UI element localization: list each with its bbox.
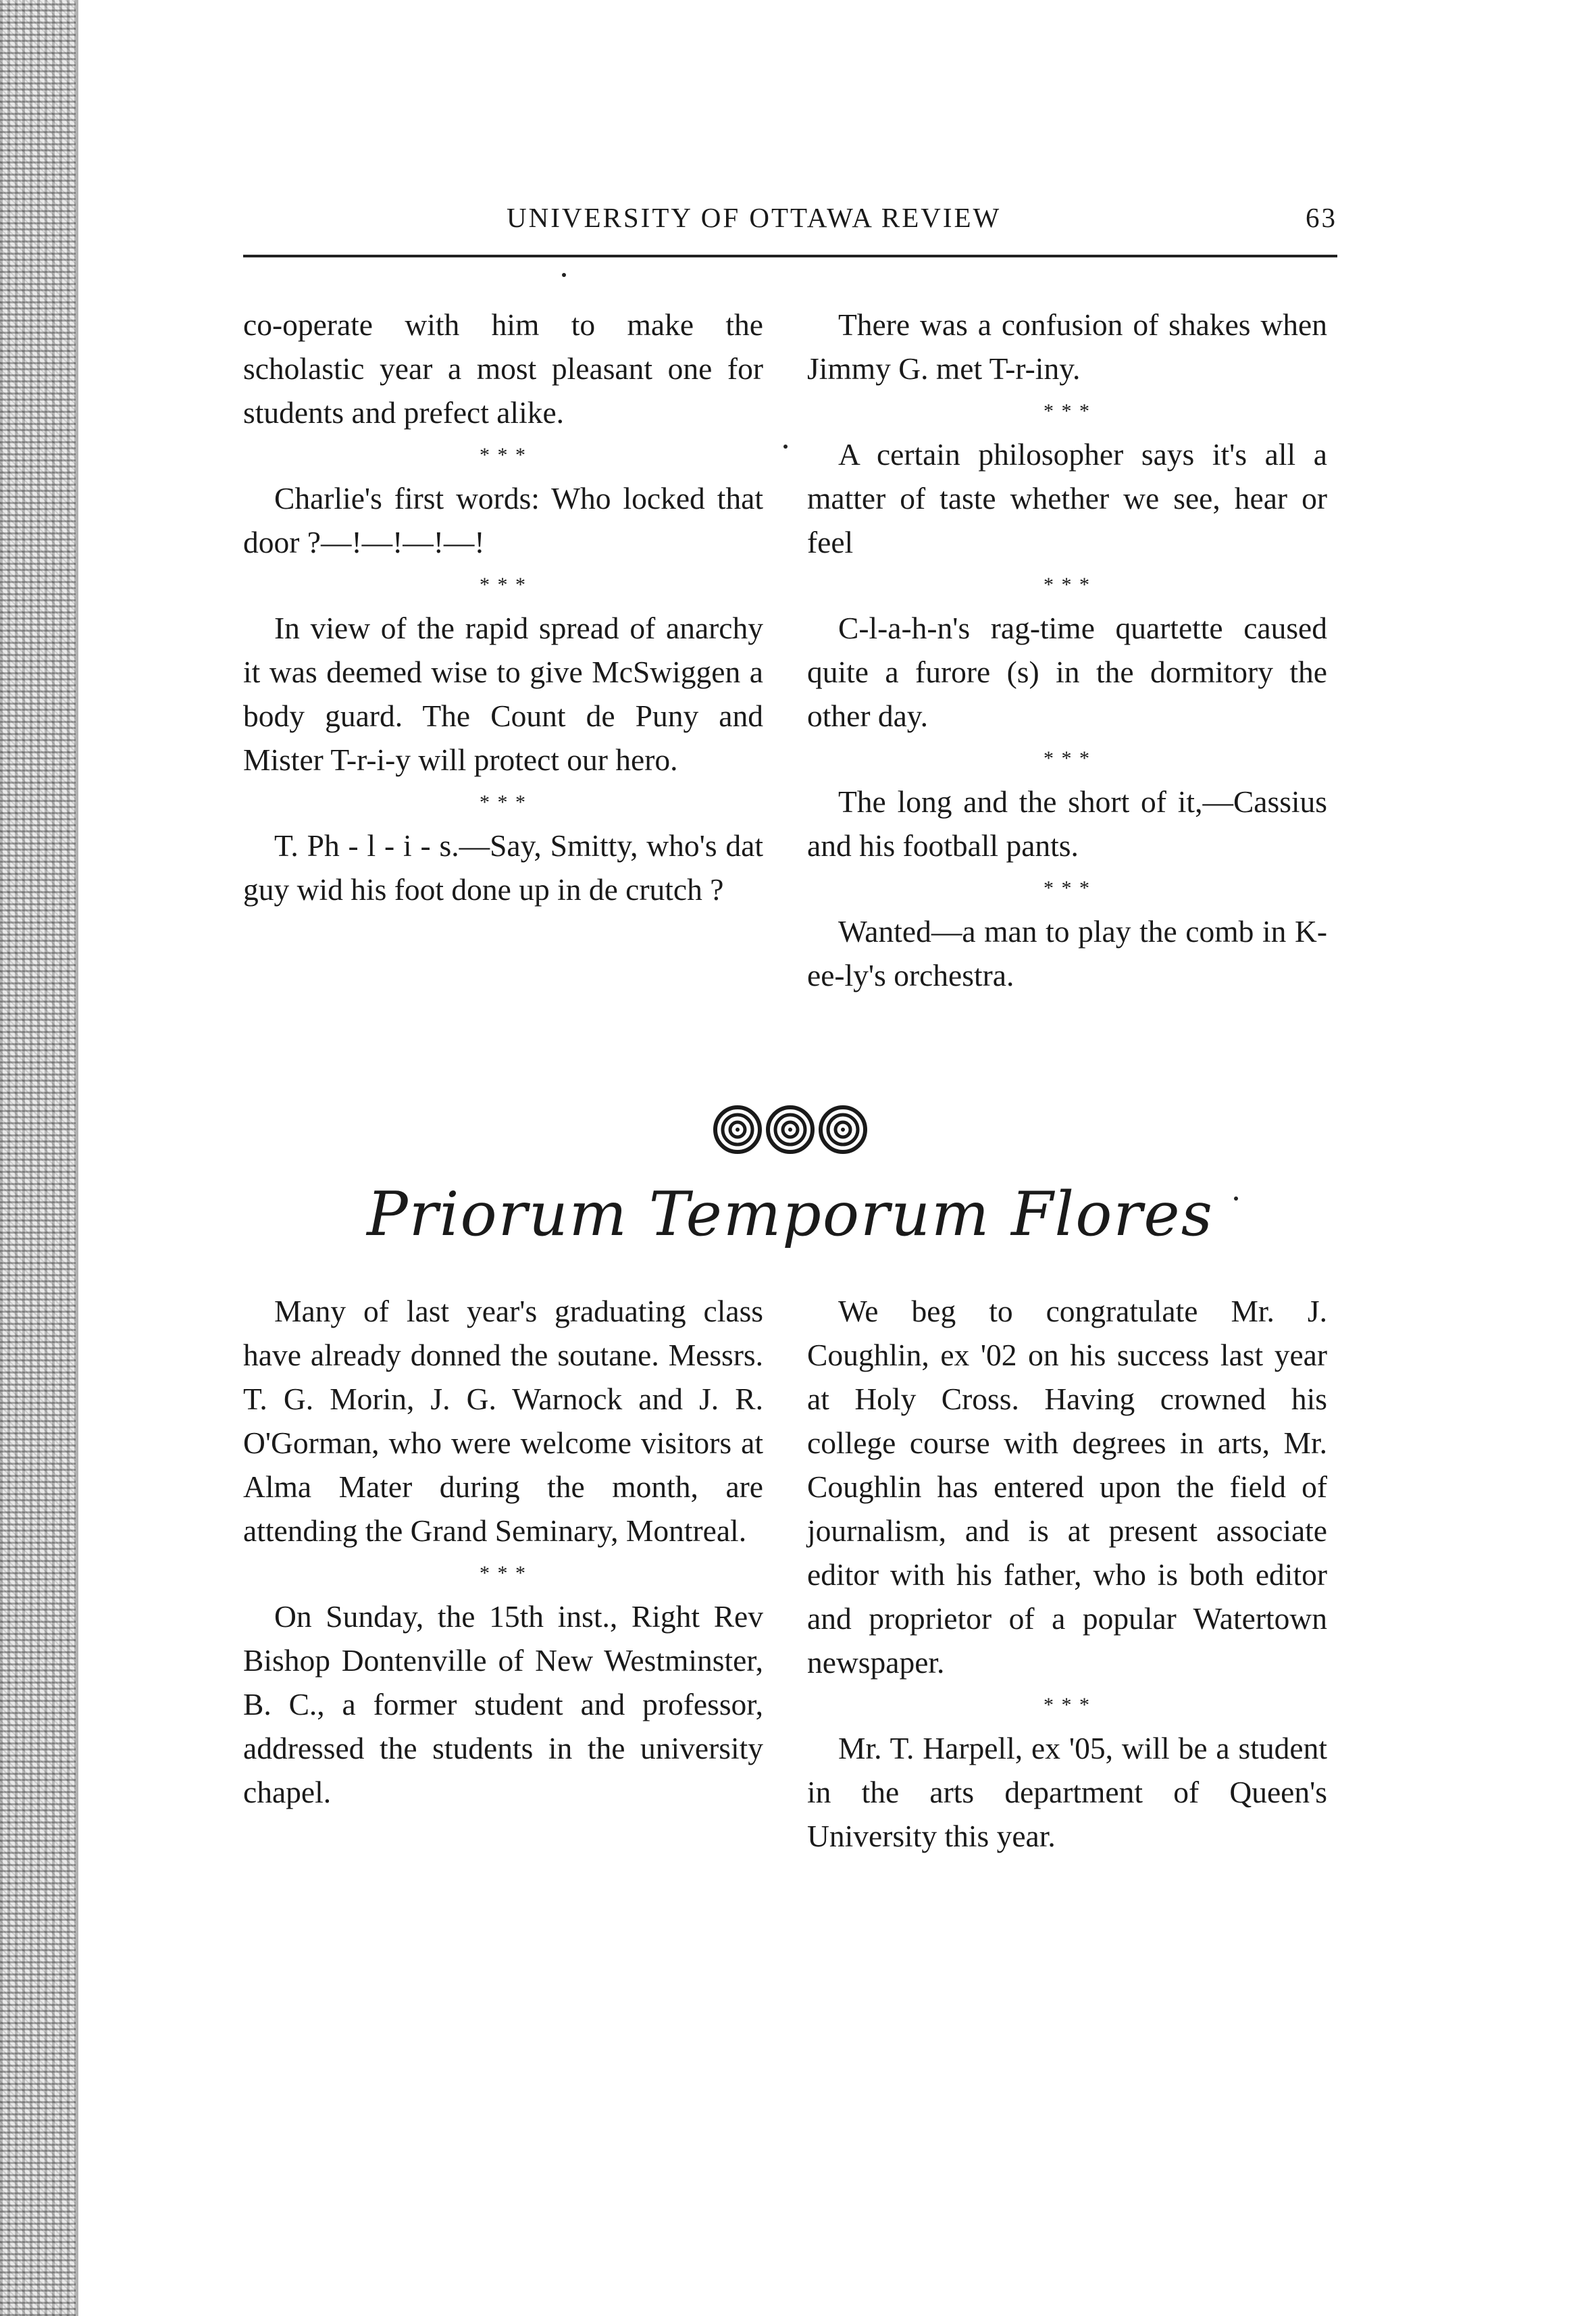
paragraph-cassius: The long and the short of it,—Cassius and his football pants. bbox=[807, 784, 1327, 863]
asterism: * * * bbox=[480, 574, 527, 596]
asterism: * * * bbox=[1044, 747, 1091, 770]
paragraph-charlie: Charlie's first words: Who locked that door ?—!—!—!—! bbox=[243, 481, 763, 559]
lower-right-column bbox=[807, 1289, 1327, 1858]
paragraph-graduates: Many of last year's graduating class have already donned the soutane. Messrs. T. G. Morin, J. G. Warnock and J. R. O'Gorman, who were welcome visitors at Alma Mater during the month, are attending the Grand Seminary, Montreal. bbox=[243, 1294, 763, 1548]
paragraph-quartette: C-l-a-h-n's rag-time quartette caused quite a furore (s) in the dormitory the other day. bbox=[807, 611, 1327, 733]
asterism: * * * bbox=[480, 791, 527, 813]
running-title: UNIVERSITY OF OTTAWA REVIEW bbox=[507, 202, 1002, 233]
paragraph-coughlin: We beg to congratulate Mr. J. Coughlin, ex '02 on his success last year at Holy Cross. Having crowned his college course with degrees in arts, Mr. Coughlin has entered upon the field of journalism, and is at present associate editor with his father, who is both editor and proprietor of a popular Watertown newspaper. bbox=[807, 1294, 1327, 1680]
paragraph-anarchy: In view of the rapid spread of anarchy it was deemed wise to give McSwiggen a body guard. The Count de Puny and Mister T-r-i-y will protect our hero. bbox=[243, 611, 763, 777]
paragraph-harpell: Mr. T. Harpell, ex '05, will be a student in the arts department of Queen's University this year. bbox=[807, 1731, 1327, 1853]
header-rule bbox=[243, 255, 1337, 257]
rosette-ornament-icon bbox=[765, 1105, 815, 1155]
paragraph-philosopher: A certain philosopher says it's all a matter of taste whether we see, hear or feel bbox=[807, 437, 1327, 559]
rosette-ornament-icon bbox=[818, 1105, 868, 1155]
section-ornament bbox=[709, 1105, 871, 1157]
paragraph-continued: co-operate with him to make the scholastic year a most pleasant one for students and prefect alike. bbox=[243, 307, 763, 430]
ink-speck bbox=[783, 445, 788, 449]
binding-shadow bbox=[76, 0, 78, 2316]
paragraph-wanted: Wanted—a man to play the comb in K-ee-ly's orchestra. bbox=[807, 914, 1327, 992]
asterism: * * * bbox=[1044, 1694, 1091, 1716]
asterism: * * * bbox=[480, 444, 527, 466]
paragraph-smitty: T. Ph - l - i - s.—Say, Smitty, who's dat guy wid his foot done up in de crutch ? bbox=[243, 828, 763, 907]
running-head bbox=[243, 196, 1337, 243]
asterism: * * * bbox=[1044, 574, 1091, 596]
asterism: * * * bbox=[480, 1562, 527, 1584]
rosette-ornament-icon bbox=[713, 1105, 763, 1155]
book-binding-edge bbox=[0, 0, 76, 2316]
upper-left-column bbox=[243, 303, 763, 911]
page-number: 63 bbox=[1306, 202, 1337, 233]
paragraph-bishop: On Sunday, the 15th inst., Right Rev Bishop Dontenville of New Westminster, B. C., a former student and professor, addressed the students in the university chapel. bbox=[243, 1599, 763, 1809]
paragraph-shakes: There was a confusion of shakes when Jimmy G. met T-r-iny. bbox=[807, 307, 1327, 386]
ink-speck bbox=[562, 273, 566, 277]
lower-left-column bbox=[243, 1289, 763, 1814]
asterism: * * * bbox=[1044, 877, 1091, 899]
section-title: Priorum Temporum Flores bbox=[367, 1179, 1214, 1250]
upper-right-column bbox=[807, 303, 1327, 997]
asterism: * * * bbox=[1044, 400, 1091, 422]
